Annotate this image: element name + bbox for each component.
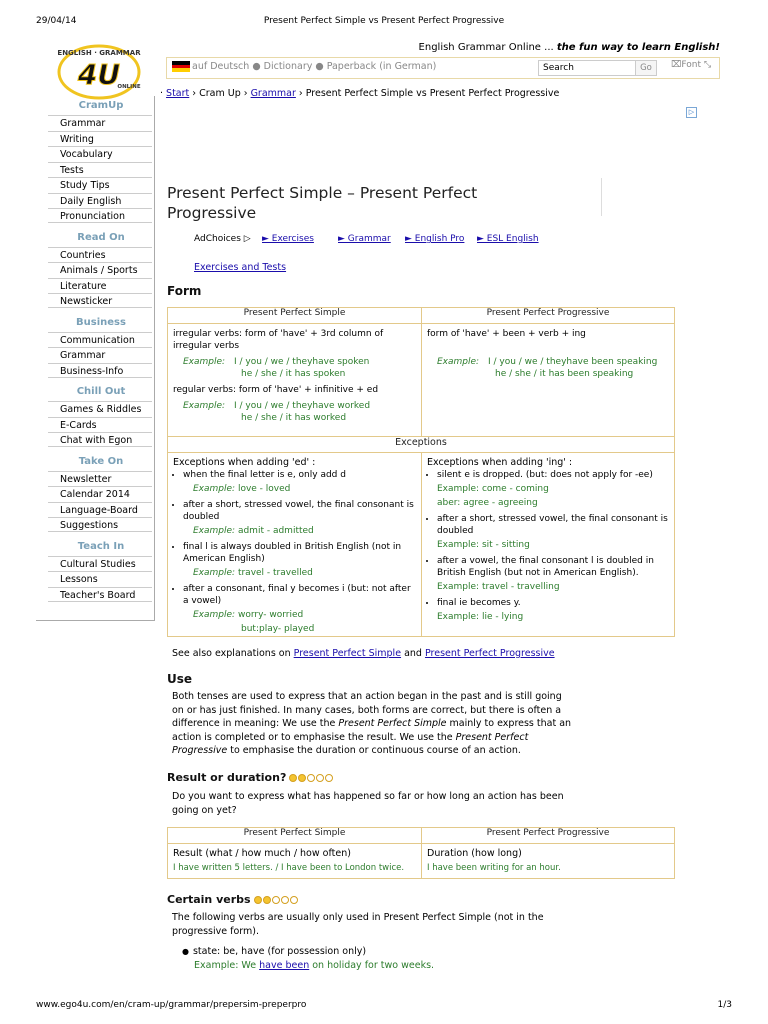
exception-item: • after a vowel, the final consonant l is doubled in British English (but not in American English). Example: travel - travelling bbox=[437, 555, 669, 593]
adchoices-icon: ▷ bbox=[243, 234, 251, 244]
simple-example-2a: I / you / we / theyhave worked bbox=[233, 401, 371, 411]
form-heading: Form bbox=[167, 284, 202, 298]
breadcrumb: · Start › Cram Up › Grammar › Present Perfect Simple vs Present Perfect Progressive bbox=[160, 88, 560, 99]
progressive-form-rule: form of 'have' + been + verb + ing bbox=[427, 329, 586, 339]
site-logo[interactable] bbox=[56, 42, 142, 100]
simple-example-1a: I / you / we / theyhave spoken bbox=[233, 357, 370, 367]
go-button[interactable]: Go bbox=[635, 60, 657, 76]
sidebar-item[interactable]: Daily English bbox=[48, 193, 152, 208]
sidebar-item[interactable]: Lessons bbox=[48, 571, 152, 586]
logo-ring-top: ENGLISH · GRAMMAR bbox=[57, 49, 141, 57]
logo-big: 4U bbox=[77, 58, 121, 91]
exceptions-ing-list bbox=[427, 469, 669, 623]
breadcrumb-grammar[interactable]: Grammar bbox=[250, 88, 296, 99]
simple-example-2b: he / she / it has worked bbox=[241, 413, 347, 423]
result-col1-header: Present Perfect Simple bbox=[168, 828, 422, 844]
divider bbox=[601, 178, 602, 216]
difficulty-rating-icon bbox=[289, 772, 334, 785]
ad-link-exercises[interactable]: ► Exercises bbox=[262, 234, 314, 244]
sidebar-section-title: CramUp bbox=[78, 100, 124, 111]
sidebar-item[interactable]: Cultural Studies bbox=[48, 556, 152, 571]
search-input[interactable]: Search bbox=[538, 60, 636, 76]
print-date: 29/04/14 bbox=[36, 16, 77, 26]
sidebar-item[interactable]: Chat with Egon bbox=[48, 432, 152, 447]
exception-item: • after a short, stressed vowel, the final consonant is doubled Example: admit - admitted bbox=[183, 499, 416, 537]
sidebar-item[interactable]: Countries bbox=[48, 247, 152, 262]
sidebar-item[interactable]: Suggestions bbox=[48, 517, 152, 532]
simple-example-1b: he / she / it has spoken bbox=[241, 369, 346, 379]
sidebar-item[interactable]: Grammar bbox=[48, 347, 152, 362]
print-page-number: 1/3 bbox=[717, 1000, 732, 1010]
simple-irregular-rule: irregular verbs: form of 'have' + 3rd column of irregular verbs bbox=[173, 329, 384, 351]
exceptions-ing-title: Exceptions when adding 'ing' : bbox=[427, 457, 573, 468]
example-label: Example: bbox=[183, 401, 226, 411]
font-icon: ⌧ bbox=[671, 60, 682, 70]
german-flag-icon[interactable] bbox=[172, 61, 190, 72]
sidebar-item[interactable]: Pronunciation bbox=[48, 208, 152, 223]
sidebar-section-title: Business bbox=[76, 316, 126, 328]
sidebar-item[interactable]: Language-Board bbox=[48, 502, 152, 517]
ad-info-icon[interactable]: ▷ bbox=[686, 107, 697, 118]
sidebar-item[interactable]: Newsletter bbox=[48, 471, 152, 486]
sidebar-item[interactable]: Communication bbox=[48, 332, 152, 347]
sidebar-section-title: Take On bbox=[78, 455, 124, 467]
result-col2-header: Present Perfect Progressive bbox=[422, 828, 675, 844]
sidebar-item[interactable]: Business-Info bbox=[48, 363, 152, 378]
print-doc-title: Present Perfect Simple vs Present Perfect Progressive bbox=[263, 16, 505, 26]
sidebar-item[interactable]: Animals / Sports bbox=[48, 262, 152, 277]
sidebar-section-title: Chill Out bbox=[76, 386, 126, 397]
ad-link-grammar[interactable]: ► Grammar bbox=[338, 234, 391, 244]
sidebar-section-title: Teach In bbox=[77, 540, 125, 552]
exception-item: • after a short, stressed vowel, the final consonant is doubled Example: sit - sitting bbox=[437, 513, 669, 551]
sidebar-item[interactable]: Grammar bbox=[48, 115, 152, 130]
logo-ring-bottom: ONLINE bbox=[117, 84, 141, 90]
use-heading: Use bbox=[167, 672, 193, 686]
result-r2c1: I have written 5 letters. / I have been to London twice. bbox=[173, 863, 405, 873]
font-button[interactable]: ⌧Font ⤡ bbox=[671, 60, 712, 70]
ad-link-english-pro[interactable]: ► English Pro bbox=[405, 234, 465, 244]
sidebar-item[interactable]: Calendar 2014 bbox=[48, 486, 152, 501]
see-also-simple-link[interactable]: Present Perfect Simple bbox=[293, 648, 402, 659]
example-label: Example: bbox=[437, 357, 480, 367]
sidebar-item[interactable]: Vocabulary bbox=[48, 146, 152, 161]
exception-item: • after a consonant, final y becomes i (but: not after a vowel) Example: worry- worried but:play- played bbox=[183, 583, 416, 635]
exception-item: • final l is always doubled in British English (not in American English) Example: travel - travelled bbox=[183, 541, 416, 579]
exception-item: • when the final letter is e, only add d Example: love - loved bbox=[183, 469, 416, 495]
sidebar-item[interactable]: Literature bbox=[48, 278, 152, 293]
result-paragraph: Do you want to express what has happened so far or how long an action has been going on yet? bbox=[172, 791, 564, 816]
have-been-link[interactable]: have been bbox=[259, 959, 310, 971]
resize-icon: ⤡ bbox=[703, 60, 712, 70]
sidebar-item[interactable]: Newsticker bbox=[48, 293, 152, 308]
language-links[interactable]: auf Deutsch ● Dictionary ● Paperback (in German) bbox=[192, 61, 437, 72]
verbs-item: ● state: be, have (for possession only) Example: We have been on holiday for two weeks. bbox=[182, 946, 435, 971]
example-label: Example: bbox=[183, 357, 226, 367]
exercises-tests-link[interactable]: Exercises and Tests bbox=[194, 262, 287, 273]
breadcrumb-start[interactable]: Start bbox=[166, 88, 190, 99]
sidebar-section-title: Read On bbox=[77, 231, 125, 243]
sidebar-item[interactable]: Writing bbox=[48, 131, 152, 146]
result-r2c2: I have been writing for an hour. bbox=[427, 863, 561, 873]
progressive-example-1b: he / she / it has been speaking bbox=[495, 369, 634, 379]
site-tagline: English Grammar Online ... the fun way to learn English! bbox=[418, 42, 720, 53]
sidebar-item[interactable]: Games & Riddles bbox=[48, 401, 152, 416]
progressive-example-1a: I / you / we / theyhave been speaking bbox=[487, 357, 658, 367]
sidebar-item[interactable]: Teacher's Board bbox=[48, 587, 152, 602]
result-heading: Result or duration? bbox=[167, 771, 334, 785]
sidebar-item[interactable]: Tests bbox=[48, 162, 152, 177]
form-table bbox=[167, 307, 675, 637]
exceptions-ed-list bbox=[173, 469, 416, 635]
exceptions-ed-title: Exceptions when adding 'ed' : bbox=[173, 457, 316, 468]
form-col1-header: Present Perfect Simple bbox=[168, 308, 422, 324]
exceptions-header: Exceptions bbox=[168, 437, 675, 453]
verbs-heading: Certain verbs bbox=[167, 893, 299, 907]
verbs-paragraph: The following verbs are usually only used in Present Perfect Simple (not in the progressive form). bbox=[172, 912, 544, 937]
form-col2-header: Present Perfect Progressive bbox=[422, 308, 675, 324]
result-table bbox=[167, 827, 675, 879]
see-also: See also explanations on Present Perfect Simple and Present Perfect Progressive bbox=[172, 648, 555, 659]
result-r1c2: Duration (how long) bbox=[427, 848, 522, 859]
sidebar-item[interactable]: Study Tips bbox=[48, 177, 152, 192]
simple-regular-rule: regular verbs: form of 'have' + infinitive + ed bbox=[173, 385, 379, 395]
page-title: Present Perfect Simple – Present Perfect Progressive bbox=[167, 184, 478, 222]
adchoices-label[interactable]: AdChoices ▷ bbox=[194, 234, 251, 244]
print-url: www.ego4u.com/en/cram-up/grammar/prepersim-preperpro bbox=[36, 1000, 307, 1010]
exception-item: • final ie becomes y. Example: lie - lying bbox=[437, 597, 669, 623]
result-r1c1: Result (what / how much / how often) bbox=[173, 848, 351, 859]
see-also-progressive-link[interactable]: Present Perfect Progressive bbox=[424, 648, 555, 659]
use-paragraph: Both tenses are used to express that an action began in the past and is still going on or has just finished. In many cases, both forms are correct, but there is often a difference in meaning: We use the Present Perfect Simple mainly to express that an action is completed or to emphasise the result. We use the Present Perfect Progressive to emphasise the duration or continuous course of an action. bbox=[172, 691, 572, 756]
exception-item: • silent e is dropped. (but: does not apply for -ee) Example: come - coming aber: agree - agreeing bbox=[437, 469, 669, 509]
sidebar-item[interactable]: E-Cards bbox=[48, 417, 152, 432]
ad-link-esl-english[interactable]: ► ESL English bbox=[477, 234, 539, 244]
difficulty-rating-icon bbox=[254, 894, 299, 907]
